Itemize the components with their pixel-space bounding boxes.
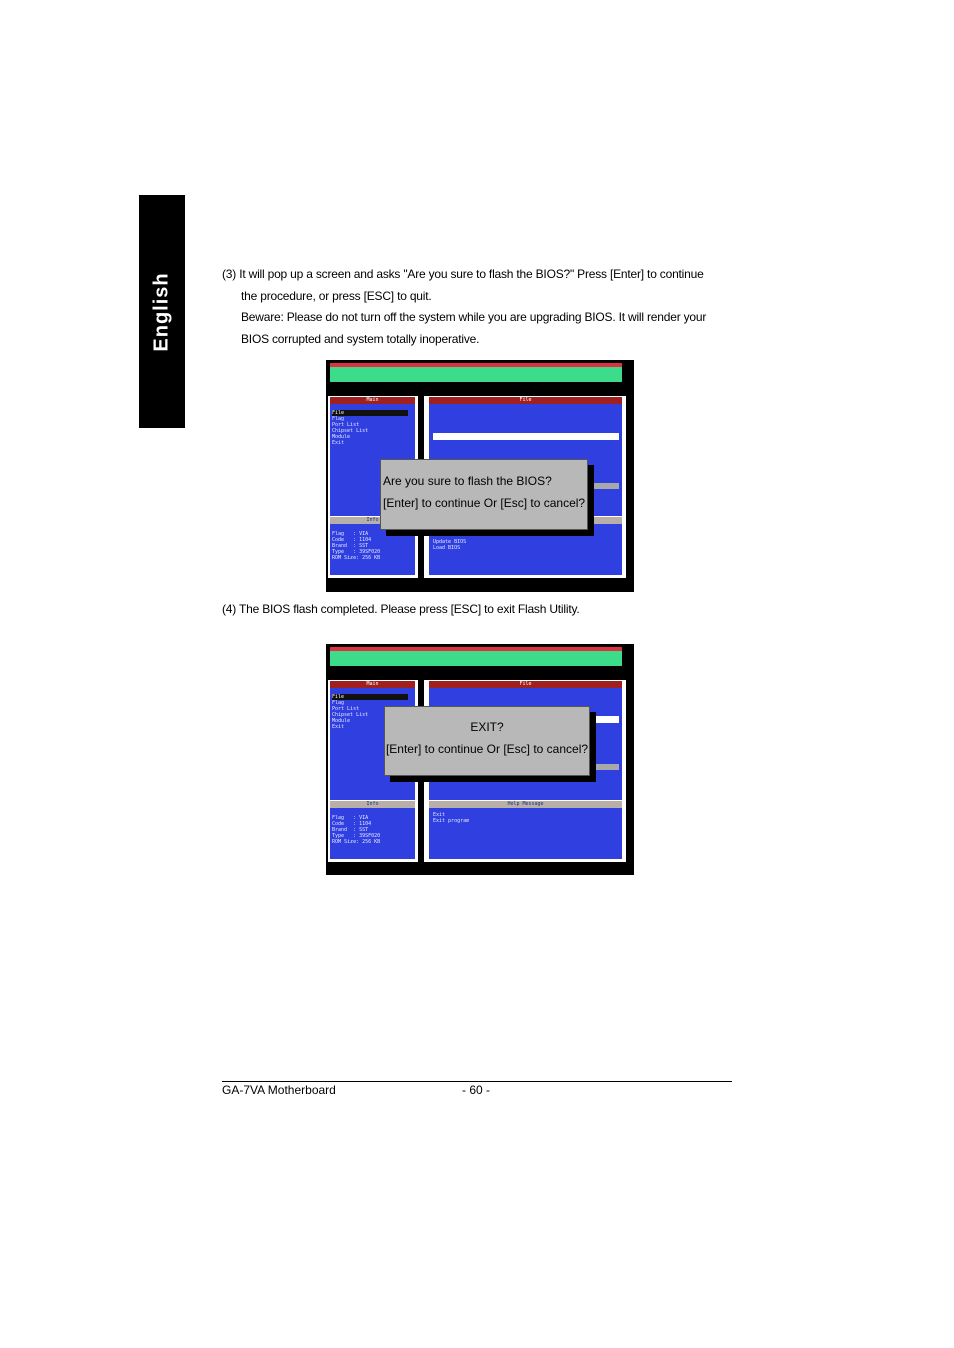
menu-item-flag[interactable]: Flag xyxy=(332,416,345,422)
language-tab-label: English xyxy=(150,271,173,352)
dialog-instructions: [Enter] to continue Or [Esc] to cancel? xyxy=(385,742,589,756)
help-line-1: Update BIOS xyxy=(433,539,467,545)
menu-item-flag[interactable]: Flag xyxy=(332,700,345,706)
info-panel-title: Info xyxy=(330,801,415,808)
menu-item-file[interactable]: File xyxy=(332,410,408,416)
info-panel xyxy=(330,801,415,859)
help-line-1: Exit xyxy=(433,812,446,818)
step3-line2: the procedure, or press [ESC] to quit. xyxy=(241,289,432,303)
flash-confirm-screenshot xyxy=(326,360,634,592)
info-rom-size: ROM Size: 256 KB xyxy=(332,555,381,561)
menu-item-exit[interactable]: Exit xyxy=(332,724,345,730)
menu-item-module[interactable]: Module xyxy=(332,718,351,724)
info-type: Type : 39SF020 xyxy=(332,833,381,839)
dialog-instructions: [Enter] to continue Or [Esc] to cancel? xyxy=(383,496,586,510)
dialog-question: EXIT? xyxy=(470,720,504,734)
main-panel-title: Main xyxy=(330,681,415,688)
menu-item-chipset-list[interactable]: Chipset List xyxy=(332,428,369,434)
exit-confirm-screenshot xyxy=(326,644,634,875)
info-lines xyxy=(332,815,380,845)
menu-list xyxy=(332,410,408,446)
main-panel-title: Main xyxy=(330,397,415,404)
menu-item-file[interactable]: File xyxy=(332,694,408,700)
status-bar xyxy=(330,367,622,382)
footer-model: GA-7VA Motherboard xyxy=(222,1083,336,1097)
info-flag: Flag : VIA xyxy=(332,531,369,537)
exit-confirm-dialog xyxy=(384,706,590,776)
info-code: Code : 1104 xyxy=(332,537,372,543)
info-rom-size: ROM Size: 256 KB xyxy=(332,839,381,845)
menu-item-chipset-list[interactable]: Chipset List xyxy=(332,712,369,718)
info-lines xyxy=(332,531,380,561)
step3-line4: BIOS corrupted and system totally inoperative. xyxy=(241,332,480,346)
menu-item-exit[interactable]: Exit xyxy=(332,440,345,446)
info-brand: Brand : SST xyxy=(332,543,369,549)
file-selection-bar[interactable] xyxy=(433,433,619,440)
flash-confirm-dialog xyxy=(380,459,588,530)
info-flag: Flag : VIA xyxy=(332,815,369,821)
file-panel-title: File xyxy=(429,681,622,688)
menu-item-port-list[interactable]: Port List xyxy=(332,706,360,712)
help-lines xyxy=(433,812,469,824)
help-panel-title: Help Message xyxy=(429,801,622,808)
help-line-2: Load BIOS xyxy=(433,545,461,551)
info-code: Code : 1104 xyxy=(332,821,372,827)
info-panel-title: Info xyxy=(330,517,415,524)
status-bar xyxy=(330,651,622,666)
help-line-2: Exit program xyxy=(433,818,470,824)
step4-line1: (4) The BIOS flash completed. Please press [ESC] to exit Flash Utility. xyxy=(222,602,580,616)
step3-line3: Beware: Please do not turn off the system while you are upgrading BIOS. It will render your xyxy=(241,310,707,324)
menu-item-module[interactable]: Module xyxy=(332,434,351,440)
dialog-question: Are you sure to flash the BIOS? xyxy=(383,474,552,488)
info-type: Type : 39SF020 xyxy=(332,549,381,555)
info-brand: Brand : SST xyxy=(332,827,369,833)
page-number: - 60 - xyxy=(462,1083,491,1097)
file-panel-title: File xyxy=(429,397,622,404)
step3-line1: (3) It will pop up a screen and asks "Are you sure to flash the BIOS?" Press [Enter] to continue xyxy=(222,267,704,281)
language-tab xyxy=(139,195,185,428)
help-panel xyxy=(429,801,622,859)
menu-item-port-list[interactable]: Port List xyxy=(332,422,360,428)
help-lines xyxy=(433,539,466,551)
